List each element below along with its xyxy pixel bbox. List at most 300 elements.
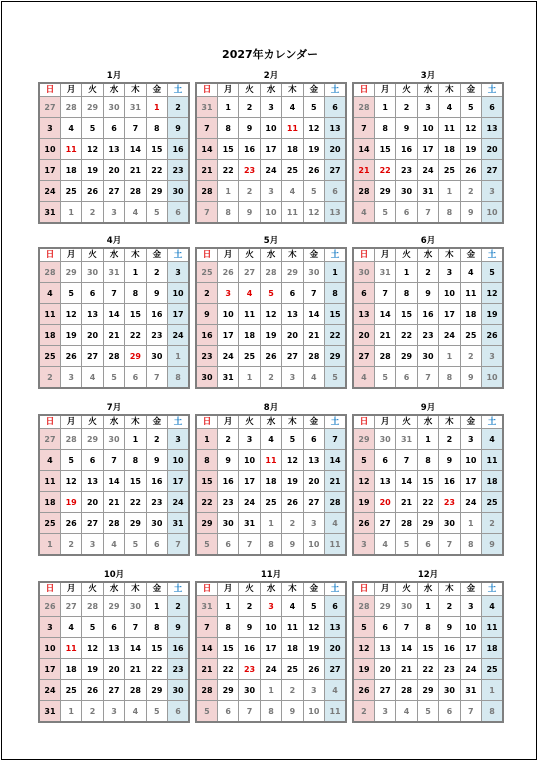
day-cell: 22 <box>417 492 438 513</box>
month-label: 8月 <box>263 403 279 413</box>
day-cell: 21 <box>325 471 346 492</box>
week-row <box>196 492 346 513</box>
day-cell: 11 <box>325 534 346 556</box>
day-cell: 23 <box>217 492 238 513</box>
day-cell: 12 <box>303 118 324 139</box>
day-cell: 10 <box>260 617 281 638</box>
day-cell: 7 <box>196 202 217 224</box>
week-row <box>39 492 189 513</box>
day-cell: 2 <box>82 701 103 723</box>
day-cell: 18 <box>482 471 503 492</box>
weekday-header: 日 <box>353 582 374 596</box>
weekday-header: 木 <box>439 83 460 97</box>
day-cell: 16 <box>439 638 460 659</box>
day-cell: 3 <box>482 181 503 202</box>
weekday-header: 土 <box>168 415 189 429</box>
day-cell: 20 <box>82 325 103 346</box>
day-cell: 4 <box>325 513 346 534</box>
month-label: 11月 <box>260 570 282 580</box>
day-cell: 5 <box>82 617 103 638</box>
weekday-header-row <box>196 248 346 262</box>
day-cell: 19 <box>482 304 503 325</box>
day-cell: 28 <box>374 346 395 367</box>
day-cell: 14 <box>396 638 417 659</box>
day-cell: 25 <box>196 262 217 283</box>
weekday-header: 水 <box>260 83 281 97</box>
weekday-header: 水 <box>103 248 124 262</box>
weekday-header: 火 <box>396 248 417 262</box>
day-cell: 24 <box>260 160 281 181</box>
week-row <box>196 325 346 346</box>
week-row <box>196 118 346 139</box>
day-cell: 31 <box>417 181 438 202</box>
day-cell: 7 <box>374 283 395 304</box>
day-cell: 10 <box>168 283 189 304</box>
month-table <box>38 82 190 224</box>
day-cell: 16 <box>396 139 417 160</box>
day-cell: 29 <box>125 346 146 367</box>
day-cell: 28 <box>125 181 146 202</box>
day-cell: 11 <box>282 617 303 638</box>
day-cell: 6 <box>168 202 189 224</box>
day-cell: 21 <box>103 492 124 513</box>
day-cell: 19 <box>353 659 374 680</box>
month-label: 10月 <box>103 570 125 580</box>
month-table <box>352 581 504 723</box>
day-cell: 1 <box>396 262 417 283</box>
day-cell: 14 <box>374 304 395 325</box>
day-cell: 4 <box>260 429 281 450</box>
week-row <box>196 659 346 680</box>
weekday-header: 火 <box>82 582 103 596</box>
day-cell: 25 <box>60 181 81 202</box>
weekday-header: 月 <box>60 582 81 596</box>
weekday-header-row <box>39 83 189 97</box>
day-cell: 4 <box>125 701 146 723</box>
week-row <box>353 701 503 723</box>
day-cell: 28 <box>325 492 346 513</box>
day-cell: 8 <box>168 367 189 389</box>
weekday-header: 月 <box>217 248 238 262</box>
weekday-header: 火 <box>396 83 417 97</box>
day-cell: 13 <box>103 139 124 160</box>
day-cell: 23 <box>196 346 217 367</box>
day-cell: 14 <box>303 304 324 325</box>
weekday-header: 月 <box>374 83 395 97</box>
day-cell: 27 <box>82 346 103 367</box>
day-cell: 3 <box>417 97 438 118</box>
day-cell: 2 <box>260 367 281 389</box>
day-cell: 6 <box>82 283 103 304</box>
day-cell: 31 <box>396 429 417 450</box>
day-cell: 29 <box>60 262 81 283</box>
weekday-header: 火 <box>239 415 260 429</box>
day-cell: 9 <box>282 534 303 556</box>
month-label: 2月 <box>263 71 279 81</box>
day-cell: 5 <box>482 262 503 283</box>
day-cell: 15 <box>417 638 438 659</box>
day-cell: 1 <box>217 596 238 617</box>
day-cell: 6 <box>374 617 395 638</box>
weekday-header: 土 <box>325 248 346 262</box>
day-cell: 17 <box>217 325 238 346</box>
week-row <box>353 202 503 224</box>
day-cell: 8 <box>374 118 395 139</box>
day-cell: 16 <box>168 638 189 659</box>
day-cell: 22 <box>374 160 395 181</box>
day-cell: 8 <box>325 283 346 304</box>
day-cell: 11 <box>460 283 481 304</box>
day-cell: 2 <box>196 283 217 304</box>
day-cell: 2 <box>417 262 438 283</box>
day-cell: 10 <box>460 450 481 471</box>
day-cell: 12 <box>353 638 374 659</box>
day-cell: 23 <box>168 659 189 680</box>
day-cell: 3 <box>239 429 260 450</box>
weekday-header: 金 <box>146 83 167 97</box>
day-cell: 31 <box>239 513 260 534</box>
day-cell: 29 <box>396 346 417 367</box>
day-cell: 9 <box>239 617 260 638</box>
day-cell: 3 <box>260 181 281 202</box>
day-cell: 28 <box>103 513 124 534</box>
page-title: 2027年カレンダー <box>222 48 318 61</box>
day-cell: 14 <box>196 139 217 160</box>
day-cell: 4 <box>103 534 124 556</box>
day-cell: 1 <box>217 181 238 202</box>
weekday-header-row <box>353 415 503 429</box>
weekday-header: 火 <box>239 582 260 596</box>
weekday-header: 火 <box>82 83 103 97</box>
day-cell: 2 <box>353 701 374 723</box>
day-cell: 19 <box>303 139 324 160</box>
day-cell: 28 <box>125 680 146 701</box>
week-row <box>39 118 189 139</box>
weekday-header: 金 <box>146 415 167 429</box>
day-cell: 16 <box>239 139 260 160</box>
day-cell: 7 <box>417 202 438 224</box>
day-cell: 26 <box>460 160 481 181</box>
day-cell: 6 <box>103 118 124 139</box>
day-cell: 3 <box>303 680 324 701</box>
day-cell: 22 <box>125 492 146 513</box>
weekday-header: 土 <box>482 248 503 262</box>
day-cell: 20 <box>82 492 103 513</box>
day-cell: 6 <box>325 596 346 617</box>
day-cell: 6 <box>82 450 103 471</box>
day-cell: 29 <box>417 513 438 534</box>
day-cell: 14 <box>325 450 346 471</box>
day-cell: 3 <box>217 283 238 304</box>
day-cell: 18 <box>439 139 460 160</box>
week-row <box>196 701 346 723</box>
day-cell: 18 <box>282 139 303 160</box>
day-cell: 3 <box>260 97 281 118</box>
day-cell: 30 <box>103 97 124 118</box>
day-cell: 28 <box>196 181 217 202</box>
day-cell: 20 <box>325 638 346 659</box>
week-row <box>196 367 346 389</box>
day-cell: 1 <box>460 513 481 534</box>
day-cell: 4 <box>39 283 60 304</box>
day-cell: 25 <box>282 160 303 181</box>
weekday-header-row <box>196 83 346 97</box>
day-cell: 12 <box>303 617 324 638</box>
week-row <box>353 367 503 389</box>
day-cell: 27 <box>325 659 346 680</box>
week-row <box>196 181 346 202</box>
weekday-header: 水 <box>417 248 438 262</box>
week-row <box>39 701 189 723</box>
day-cell: 15 <box>217 139 238 160</box>
day-cell: 21 <box>353 160 374 181</box>
day-cell: 11 <box>482 450 503 471</box>
weekday-header: 土 <box>482 83 503 97</box>
day-cell: 21 <box>103 325 124 346</box>
week-row <box>39 97 189 118</box>
day-cell: 8 <box>217 202 238 224</box>
week-row <box>39 638 189 659</box>
weekday-header: 金 <box>146 248 167 262</box>
day-cell: 30 <box>103 429 124 450</box>
day-cell: 5 <box>353 450 374 471</box>
day-cell: 12 <box>460 118 481 139</box>
day-cell: 2 <box>439 596 460 617</box>
week-row <box>39 367 189 389</box>
day-cell: 12 <box>60 304 81 325</box>
day-cell: 5 <box>260 283 281 304</box>
day-cell: 23 <box>439 659 460 680</box>
weekday-header-row <box>353 248 503 262</box>
day-cell: 3 <box>303 513 324 534</box>
day-cell: 23 <box>146 325 167 346</box>
day-cell: 29 <box>196 513 217 534</box>
day-cell: 25 <box>60 680 81 701</box>
day-cell: 23 <box>417 325 438 346</box>
month-table <box>195 581 347 723</box>
day-cell: 15 <box>146 638 167 659</box>
day-cell: 11 <box>39 471 60 492</box>
day-cell: 5 <box>396 534 417 556</box>
day-cell: 13 <box>82 471 103 492</box>
day-cell: 17 <box>39 659 60 680</box>
day-cell: 1 <box>482 680 503 701</box>
week-row <box>353 617 503 638</box>
weekday-header: 木 <box>125 248 146 262</box>
month-label: 9月 <box>420 403 436 413</box>
day-cell: 1 <box>125 429 146 450</box>
day-cell: 1 <box>239 367 260 389</box>
day-cell: 9 <box>417 283 438 304</box>
week-row <box>353 346 503 367</box>
day-cell: 20 <box>482 139 503 160</box>
day-cell: 8 <box>125 283 146 304</box>
weekday-header: 日 <box>39 582 60 596</box>
week-row <box>196 471 346 492</box>
day-cell: 15 <box>396 304 417 325</box>
day-cell: 6 <box>146 534 167 556</box>
day-cell: 13 <box>325 202 346 224</box>
weekday-header: 月 <box>217 83 238 97</box>
weekday-header: 水 <box>417 83 438 97</box>
day-cell: 7 <box>460 701 481 723</box>
day-cell: 19 <box>82 160 103 181</box>
day-cell: 6 <box>125 367 146 389</box>
day-cell: 28 <box>353 181 374 202</box>
day-cell: 5 <box>60 283 81 304</box>
week-row <box>39 325 189 346</box>
month-label: 12月 <box>417 570 439 580</box>
day-cell: 29 <box>82 429 103 450</box>
week-row <box>39 202 189 224</box>
day-cell: 3 <box>103 701 124 723</box>
day-cell: 4 <box>125 202 146 224</box>
weekday-header: 土 <box>325 415 346 429</box>
day-cell: 18 <box>482 638 503 659</box>
day-cell: 7 <box>396 450 417 471</box>
day-cell: 2 <box>282 680 303 701</box>
day-cell: 26 <box>303 659 324 680</box>
day-cell: 3 <box>282 367 303 389</box>
weekday-header: 金 <box>460 248 481 262</box>
day-cell: 12 <box>260 304 281 325</box>
week-row <box>39 513 189 534</box>
day-cell: 26 <box>303 160 324 181</box>
day-cell: 3 <box>39 118 60 139</box>
day-cell: 25 <box>239 346 260 367</box>
day-cell: 23 <box>146 492 167 513</box>
weekday-header-row <box>196 582 346 596</box>
week-row <box>39 659 189 680</box>
day-cell: 24 <box>168 325 189 346</box>
weekday-header: 火 <box>82 248 103 262</box>
day-cell: 11 <box>282 118 303 139</box>
day-cell: 25 <box>39 346 60 367</box>
weekday-header: 水 <box>103 582 124 596</box>
day-cell: 2 <box>460 181 481 202</box>
day-cell: 21 <box>396 492 417 513</box>
week-row <box>196 534 346 556</box>
day-cell: 7 <box>103 450 124 471</box>
weekday-header-row <box>196 415 346 429</box>
day-cell: 17 <box>39 160 60 181</box>
weekday-header: 木 <box>125 415 146 429</box>
day-cell: 2 <box>217 429 238 450</box>
day-cell: 4 <box>482 596 503 617</box>
day-cell: 7 <box>439 534 460 556</box>
day-cell: 27 <box>103 181 124 202</box>
day-cell: 14 <box>396 471 417 492</box>
day-cell: 6 <box>374 450 395 471</box>
day-cell: 3 <box>82 534 103 556</box>
day-cell: 4 <box>482 429 503 450</box>
day-cell: 12 <box>303 202 324 224</box>
week-row <box>353 118 503 139</box>
day-cell: 1 <box>146 97 167 118</box>
week-row <box>353 680 503 701</box>
weekday-header: 火 <box>396 582 417 596</box>
day-cell: 21 <box>125 659 146 680</box>
day-cell: 10 <box>239 450 260 471</box>
day-cell: 4 <box>82 367 103 389</box>
day-cell: 31 <box>460 680 481 701</box>
day-cell: 28 <box>103 346 124 367</box>
week-row <box>39 160 189 181</box>
day-cell: 10 <box>303 701 324 723</box>
day-cell: 30 <box>396 181 417 202</box>
weekday-header: 木 <box>282 582 303 596</box>
day-cell: 7 <box>353 118 374 139</box>
weekday-header: 日 <box>353 415 374 429</box>
day-cell: 4 <box>39 450 60 471</box>
weekday-header: 月 <box>60 415 81 429</box>
weekday-header: 土 <box>482 582 503 596</box>
day-cell: 5 <box>103 367 124 389</box>
day-cell: 13 <box>482 118 503 139</box>
weekday-header: 日 <box>353 83 374 97</box>
day-cell: 1 <box>439 346 460 367</box>
day-cell: 5 <box>303 181 324 202</box>
day-cell: 27 <box>325 160 346 181</box>
day-cell: 9 <box>146 283 167 304</box>
day-cell: 7 <box>325 429 346 450</box>
day-cell: 10 <box>417 118 438 139</box>
day-cell: 22 <box>146 160 167 181</box>
weekday-header-row <box>353 582 503 596</box>
day-cell: 4 <box>239 283 260 304</box>
day-cell: 1 <box>168 346 189 367</box>
day-cell: 21 <box>196 659 217 680</box>
day-cell: 22 <box>396 325 417 346</box>
day-cell: 31 <box>39 701 60 723</box>
day-cell: 30 <box>396 596 417 617</box>
day-cell: 20 <box>282 325 303 346</box>
day-cell: 31 <box>374 262 395 283</box>
day-cell: 26 <box>82 680 103 701</box>
day-cell: 6 <box>353 283 374 304</box>
day-cell: 1 <box>39 534 60 556</box>
day-cell: 28 <box>396 513 417 534</box>
weekday-header: 金 <box>460 582 481 596</box>
week-row <box>39 262 189 283</box>
day-cell: 6 <box>396 202 417 224</box>
day-cell: 17 <box>260 638 281 659</box>
month-label: 5月 <box>263 236 279 246</box>
day-cell: 12 <box>82 638 103 659</box>
weekday-header: 土 <box>168 248 189 262</box>
day-cell: 30 <box>303 262 324 283</box>
day-cell: 9 <box>460 202 481 224</box>
day-cell: 4 <box>460 262 481 283</box>
day-cell: 9 <box>396 118 417 139</box>
day-cell: 11 <box>260 450 281 471</box>
weekday-header: 月 <box>60 83 81 97</box>
weekday-header: 金 <box>303 415 324 429</box>
day-cell: 12 <box>353 471 374 492</box>
day-cell: 20 <box>103 659 124 680</box>
day-cell: 5 <box>82 118 103 139</box>
day-cell: 15 <box>125 304 146 325</box>
week-row <box>39 471 189 492</box>
day-cell: 6 <box>217 534 238 556</box>
week-row <box>196 596 346 617</box>
day-cell: 1 <box>60 202 81 224</box>
day-cell: 25 <box>460 325 481 346</box>
weekday-header: 水 <box>103 415 124 429</box>
weekday-header-row <box>353 83 503 97</box>
day-cell: 29 <box>82 97 103 118</box>
day-cell: 4 <box>282 181 303 202</box>
